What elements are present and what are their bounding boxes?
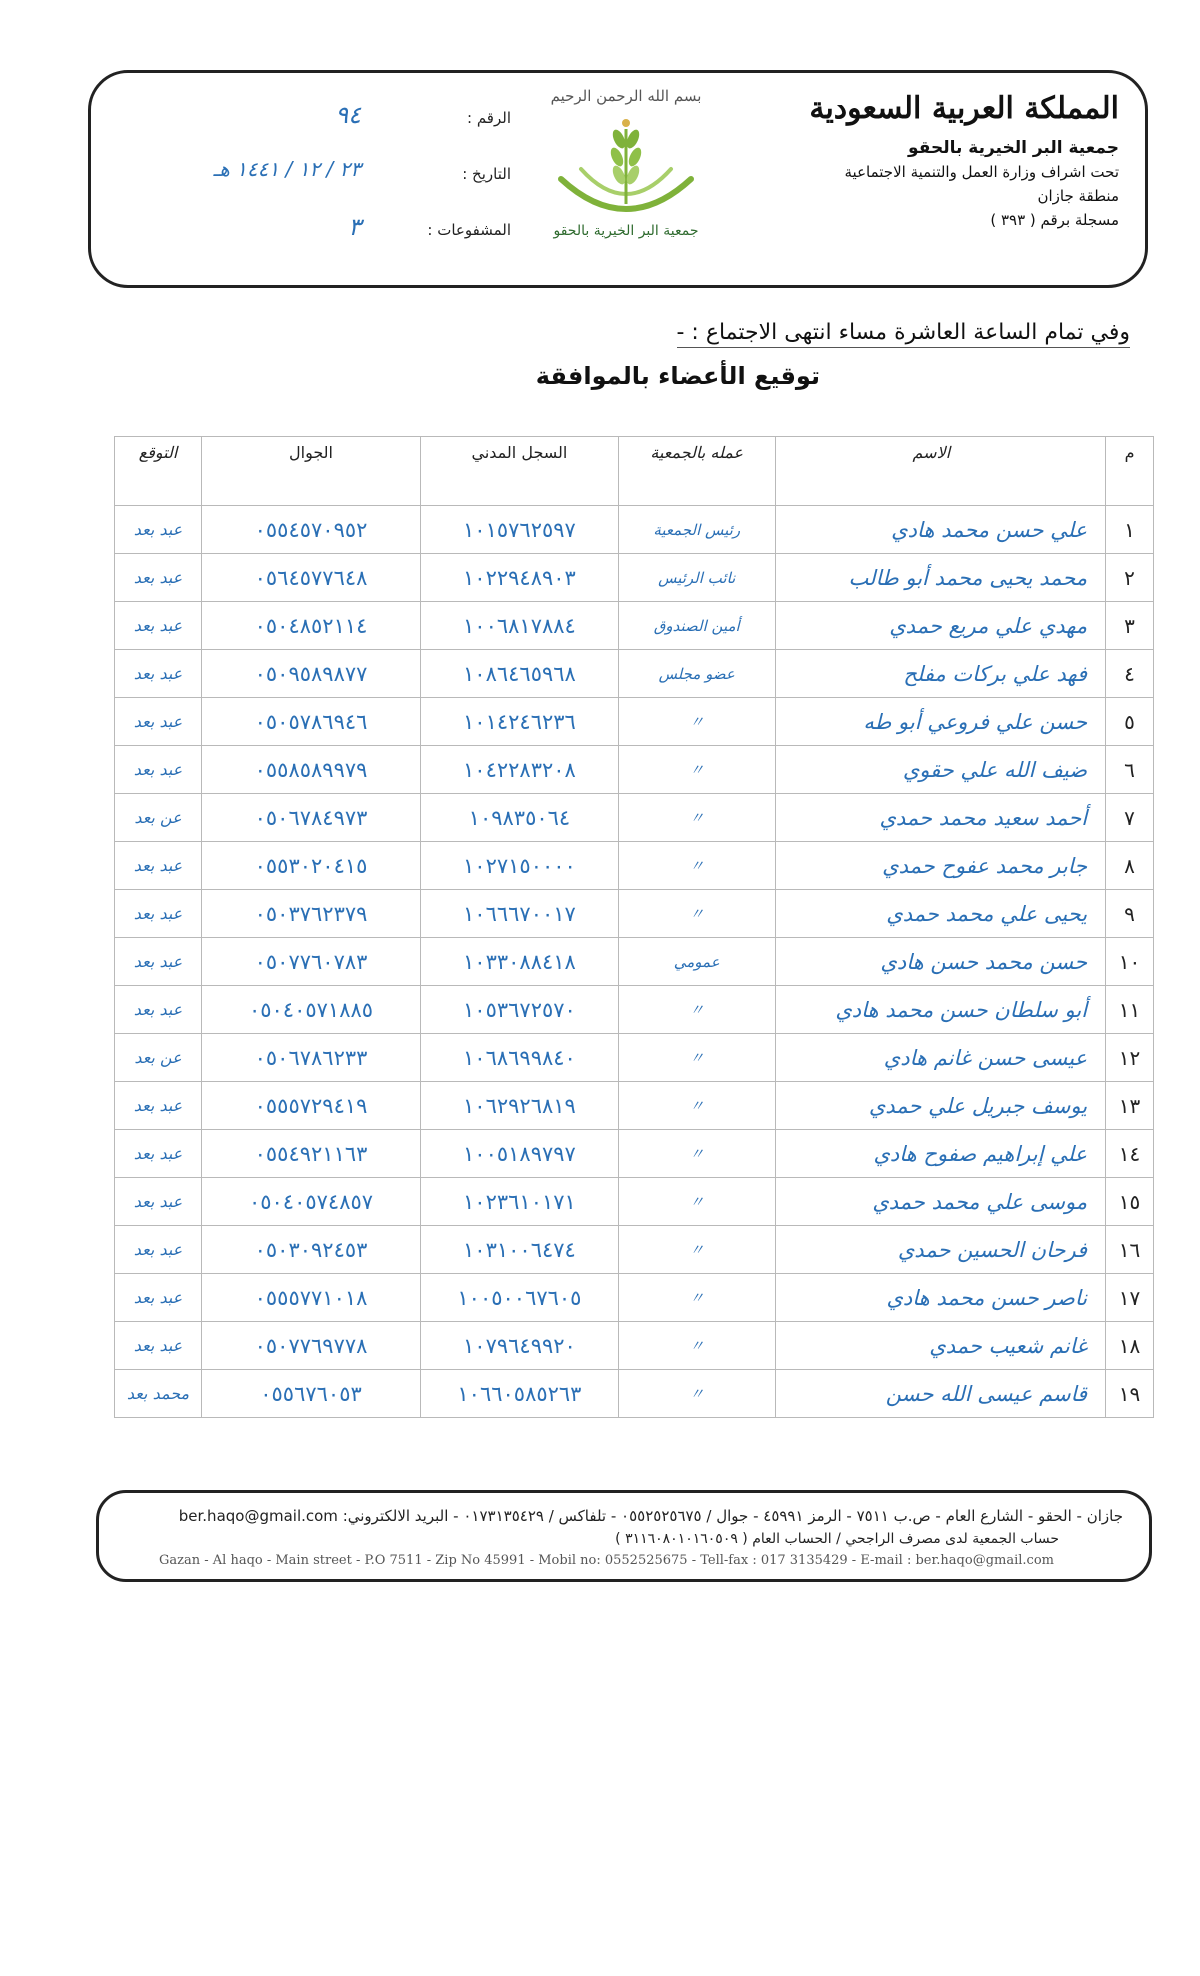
row-role: 〃 xyxy=(618,890,775,938)
row-name: علي إبراهيم صفوح هادي xyxy=(775,1130,1106,1178)
row-signature: عبد بعد xyxy=(115,506,202,554)
row-name: ضيف الله علي حقوي xyxy=(775,746,1106,794)
row-id: ١٠٦٢٩٢٦٨١٩ xyxy=(421,1082,619,1130)
row-id: ١٠٥٣٦٧٢٥٧٠ xyxy=(421,986,619,1034)
row-id: ١٠٦٦٠٥٨٥٢٦٣ xyxy=(421,1370,619,1418)
date-row xyxy=(151,157,511,213)
row-name: غانم شعيب حمدي xyxy=(775,1322,1106,1370)
row-num: ١٦ xyxy=(1106,1226,1154,1274)
footer-bank-line: حساب الجمعية لدى مصرف الراجحي / الحساب العام ( ٣١١٦٠٨٠١٠١٦٠٥٠٩ ) xyxy=(615,1531,1059,1547)
footer xyxy=(96,1490,1152,1582)
org-name: جمعية البر الخيرية بالحقو xyxy=(908,138,1119,158)
row-name: عيسى حسن غانم هادي xyxy=(775,1034,1106,1082)
row-mobile: ٠٥٥٤٥٧٠٩٥٢ xyxy=(202,506,421,554)
row-name: أحمد سعيد محمد حمدي xyxy=(775,794,1106,842)
row-num: ٨ xyxy=(1106,842,1154,890)
row-num: ٤ xyxy=(1106,650,1154,698)
row-signature: عبد بعد xyxy=(115,650,202,698)
row-signature: عبد بعد xyxy=(115,1274,202,1322)
row-mobile: ٠٥٠٦٧٨٦٢٣٣ xyxy=(202,1034,421,1082)
row-mobile: ٠٥٠٧٧٦٩٧٧٨ xyxy=(202,1322,421,1370)
row-id: ١٠٩٨٣٥٠٦٤ xyxy=(421,794,619,842)
header-signature: التوقع xyxy=(115,437,202,506)
row-signature: عبد بعد xyxy=(115,746,202,794)
row-role: 〃 xyxy=(618,1082,775,1130)
table-body xyxy=(115,506,1154,1418)
header-mobile: الجوال xyxy=(202,437,421,506)
row-mobile: ٠٥٠٤٠٥٧٤٨٥٧ xyxy=(202,1178,421,1226)
row-name: أبو سلطان حسن محمد هادي xyxy=(775,986,1106,1034)
row-signature: عبد بعد xyxy=(115,1178,202,1226)
attachments-value: ٣ xyxy=(348,213,361,241)
row-role: 〃 xyxy=(618,1274,775,1322)
row-name: ناصر حسن محمد هادي xyxy=(775,1274,1106,1322)
row-id: ١٠٣٣٠٨٨٤١٨ xyxy=(421,938,619,986)
table-header-row xyxy=(115,437,1154,506)
row-mobile: ٠٥٥٨٥٨٩٩٧٩ xyxy=(202,746,421,794)
row-num: ٢ xyxy=(1106,554,1154,602)
row-signature: عبد بعد xyxy=(115,986,202,1034)
row-id: ١٠٠٥٠٠٦٧٦٠٥ xyxy=(421,1274,619,1322)
row-num: ٩ xyxy=(1106,890,1154,938)
row-signature: عبد بعد xyxy=(115,938,202,986)
row-num: ٣ xyxy=(1106,602,1154,650)
row-name: فهد علي بركات مفلح xyxy=(775,650,1106,698)
region-line: منطقة جازان xyxy=(1037,187,1119,205)
row-mobile: ٠٥٥٣٠٢٠٤١٥ xyxy=(202,842,421,890)
row-id: ١٠٣١٠٠٦٤٧٤ xyxy=(421,1226,619,1274)
row-role: 〃 xyxy=(618,698,775,746)
row-signature: عبد بعد xyxy=(115,554,202,602)
date-value: ٢٣ / ١٢ / ١٤٤١ هـ xyxy=(213,157,361,181)
row-signature: محمد بعد xyxy=(115,1370,202,1418)
table-row xyxy=(115,554,1154,602)
header-name: الاسم xyxy=(775,437,1106,506)
header-id: السجل المدني xyxy=(421,437,619,506)
row-signature: عبد بعد xyxy=(115,1082,202,1130)
row-id: ١٠١٥٧٦٢٥٩٧ xyxy=(421,506,619,554)
row-role: 〃 xyxy=(618,794,775,842)
row-mobile: ٠٥٠٤٨٥٢١١٤ xyxy=(202,602,421,650)
row-name: حسن علي فروعي أبو طه xyxy=(775,698,1106,746)
table-row xyxy=(115,506,1154,554)
date-label: التاريخ : xyxy=(462,165,511,183)
row-id: ١٠٢٧١٥٠٠٠٠ xyxy=(421,842,619,890)
row-id: ١٠٢٣٦١٠١٧١ xyxy=(421,1178,619,1226)
table-row xyxy=(115,986,1154,1034)
number-row xyxy=(151,101,511,157)
row-num: ١١ xyxy=(1106,986,1154,1034)
table-row xyxy=(115,602,1154,650)
row-name: يحيى علي محمد حمدي xyxy=(775,890,1106,938)
row-num: ١٢ xyxy=(1106,1034,1154,1082)
row-num: ١٩ xyxy=(1106,1370,1154,1418)
members-signature-table xyxy=(114,436,1154,1418)
letterhead xyxy=(88,70,1148,288)
row-id: ١٠٤٢٢٨٣٢٠٨ xyxy=(421,746,619,794)
row-role: 〃 xyxy=(618,746,775,794)
row-signature: عن بعد xyxy=(115,1034,202,1082)
table-row xyxy=(115,1178,1154,1226)
row-name: جابر محمد عفوح حمدي xyxy=(775,842,1106,890)
row-role: 〃 xyxy=(618,1322,775,1370)
header-num: م xyxy=(1106,437,1154,506)
row-role: أمين الصندوق xyxy=(618,602,775,650)
row-id: ١٠٧٩٦٤٩٩٢٠ xyxy=(421,1322,619,1370)
row-signature: عبد بعد xyxy=(115,890,202,938)
table-row xyxy=(115,1370,1154,1418)
table-row xyxy=(115,1034,1154,1082)
row-id: ١٠١٤٢٤٦٢٣٦ xyxy=(421,698,619,746)
row-num: ١٤ xyxy=(1106,1130,1154,1178)
row-mobile: ٠٥٠٧٧٦٠٧٨٣ xyxy=(202,938,421,986)
letter-meta-block xyxy=(151,101,511,269)
row-num: ٧ xyxy=(1106,794,1154,842)
row-mobile: ٠٥٠٤٠٥٧١٨٨٥ xyxy=(202,986,421,1034)
row-name: علي حسن محمد هادي xyxy=(775,506,1106,554)
row-role: عمومي xyxy=(618,938,775,986)
attachments-label: المشفوعات : xyxy=(427,221,511,239)
row-role: 〃 xyxy=(618,986,775,1034)
attachments-row xyxy=(151,213,511,269)
row-role: 〃 xyxy=(618,1130,775,1178)
row-role: 〃 xyxy=(618,842,775,890)
table-row xyxy=(115,1082,1154,1130)
row-num: ١٧ xyxy=(1106,1274,1154,1322)
basmala: بسم الله الرحمن الرحيم xyxy=(550,87,702,105)
row-id: ١٠٢٢٩٤٨٩٠٣ xyxy=(421,554,619,602)
number-label: الرقم : xyxy=(467,109,511,127)
row-signature: عبد بعد xyxy=(115,1130,202,1178)
row-role: 〃 xyxy=(618,1034,775,1082)
row-id: ١٠٠٥١٨٩٧٩٧ xyxy=(421,1130,619,1178)
wheat-logo-icon xyxy=(541,109,711,229)
row-mobile: ٠٥٠٣٧٦٢٣٧٩ xyxy=(202,890,421,938)
row-role: 〃 xyxy=(618,1370,775,1418)
table-row xyxy=(115,1226,1154,1274)
logo-caption: جمعية البر الخيرية بالحقو xyxy=(553,223,699,239)
row-mobile: ٠٥٥٦٧٦٠٥٣ xyxy=(202,1370,421,1418)
row-signature: عبد بعد xyxy=(115,602,202,650)
table-row xyxy=(115,1322,1154,1370)
table-row xyxy=(115,650,1154,698)
row-num: ١٥ xyxy=(1106,1178,1154,1226)
row-mobile: ٠٥٥٥٧٧١٠١٨ xyxy=(202,1274,421,1322)
row-signature: عبد بعد xyxy=(115,1226,202,1274)
row-num: ١٨ xyxy=(1106,1322,1154,1370)
signatures-heading: توقيع الأعضاء بالموافقة xyxy=(535,362,820,390)
row-mobile: ٠٥٠٥٧٨٦٩٤٦ xyxy=(202,698,421,746)
kingdom-title: المملكة العربية السعودية xyxy=(809,91,1119,126)
meeting-end-line: وفي تمام الساعة العاشرة مساء انتهى الاجتماع : - xyxy=(677,320,1131,348)
letterhead-logo-block xyxy=(481,79,771,279)
letterhead-org-block xyxy=(779,91,1119,232)
row-num: ٦ xyxy=(1106,746,1154,794)
table-row xyxy=(115,794,1154,842)
table-row xyxy=(115,746,1154,794)
header-role: عمله بالجمعية xyxy=(618,437,775,506)
footer-english-line: Gazan - Al haqo - Main street - P.O 7511 - Zip No 45991 - Mobil no: 0552525675 - Tell-fax : 017 3135429 - E-mail : ber.haqo@gmail.com xyxy=(159,1553,1054,1568)
row-role: نائب الرئيس xyxy=(618,554,775,602)
row-mobile: ٠٥٦٤٥٧٧٦٤٨ xyxy=(202,554,421,602)
row-id: ١٠٠٦٨١٧٨٨٤ xyxy=(421,602,619,650)
registration-line: مسجلة برقم ( ٣٩٣ ) xyxy=(990,211,1119,229)
row-num: ٥ xyxy=(1106,698,1154,746)
row-id: ١٠٦٨٦٩٩٨٤٠ xyxy=(421,1034,619,1082)
row-signature: عن بعد xyxy=(115,794,202,842)
row-num: ١٠ xyxy=(1106,938,1154,986)
row-id: ١٠٦٦٦٧٠٠١٧ xyxy=(421,890,619,938)
row-role: 〃 xyxy=(618,1178,775,1226)
table-row xyxy=(115,698,1154,746)
row-name: حسن محمد حسن هادي xyxy=(775,938,1106,986)
row-mobile: ٠٥٠٩٥٨٩٨٧٧ xyxy=(202,650,421,698)
table-row xyxy=(115,1130,1154,1178)
table-row xyxy=(115,842,1154,890)
row-mobile: ٠٥٥٥٧٢٩٤١٩ xyxy=(202,1082,421,1130)
number-value: ٩٤ xyxy=(335,101,361,129)
row-role: عضو مجلس xyxy=(618,650,775,698)
row-signature: عبد بعد xyxy=(115,1322,202,1370)
row-name: يوسف جبريل علي حمدي xyxy=(775,1082,1106,1130)
supervision-line: تحت اشراف وزارة العمل والتنمية الاجتماعية xyxy=(844,163,1119,181)
row-signature: عبد بعد xyxy=(115,698,202,746)
row-name: مهدي علي مريع حمدي xyxy=(775,602,1106,650)
footer-contact-line: جازان - الحقو - الشارع العام - ص.ب ٧٥١١ - الرمز ٤٥٩٩١ - جوال / ٠٥٥٢٥٢٥٦٧٥ - تلفاكس / ٠١٧٣١٣٥٤٢٩ - البريد الالكتروني: ber.haqo@gmail.com xyxy=(178,1507,1123,1525)
row-name: محمد يحيى محمد أبو طالب xyxy=(775,554,1106,602)
row-role: رئيس الجمعية xyxy=(618,506,775,554)
row-name: فرحان الحسين حمدي xyxy=(775,1226,1106,1274)
row-mobile: ٠٥٥٤٩٢١١٦٣ xyxy=(202,1130,421,1178)
row-mobile: ٠٥٠٦٧٨٤٩٧٣ xyxy=(202,794,421,842)
row-signature: عبد بعد xyxy=(115,842,202,890)
row-id: ١٠٨٦٤٦٥٩٦٨ xyxy=(421,650,619,698)
row-name: قاسم عيسى الله حسن xyxy=(775,1370,1106,1418)
row-role: 〃 xyxy=(618,1226,775,1274)
row-num: ١٣ xyxy=(1106,1082,1154,1130)
table-row xyxy=(115,890,1154,938)
table-row xyxy=(115,938,1154,986)
table-row xyxy=(115,1274,1154,1322)
row-name: موسى علي محمد حمدي xyxy=(775,1178,1106,1226)
row-num: ١ xyxy=(1106,506,1154,554)
row-mobile: ٠٥٠٣٠٩٢٤٥٣ xyxy=(202,1226,421,1274)
